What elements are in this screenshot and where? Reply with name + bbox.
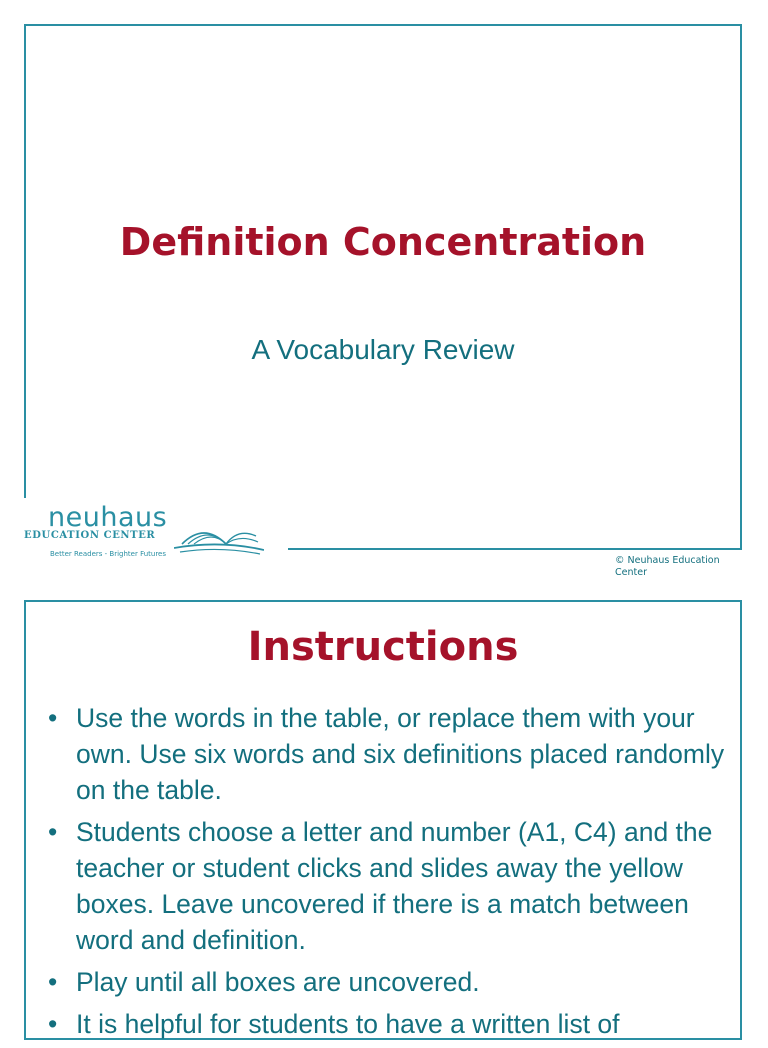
open-book-icon — [174, 514, 264, 558]
list-item — [44, 1006, 734, 1042]
slide-title-heading: Definition Concentration — [119, 220, 647, 264]
bullet-text: Students choose a letter and number (A1, C4) and the teacher or student clicks and slides away the yellow boxes. Leave uncovered if there is a match between word and definition. — [76, 817, 713, 955]
logo-tagline: Better Readers - Brighter Futures — [50, 550, 167, 558]
slide-title — [24, 24, 742, 550]
bullet-icon: • — [48, 703, 58, 733]
bullet-icon: • — [48, 817, 58, 847]
copyright-notice: © Neuhaus Education Center — [615, 555, 720, 578]
bullet-icon: • — [48, 1009, 58, 1039]
bullet-text: Use the words in the table, or replace them with your own. Use six words and six definitions placed randomly on the table. — [76, 703, 725, 805]
list-item — [44, 814, 734, 958]
instructions-list — [44, 700, 734, 1048]
bullet-icon: • — [48, 967, 58, 997]
bullet-text: Play until all boxes are uncovered. — [76, 967, 480, 997]
list-item — [44, 964, 734, 1000]
bullet-text: It is helpful for students to have a written list of — [76, 1009, 620, 1039]
logo-subname: EDUCATION CENTER — [24, 530, 156, 541]
slide-subtitle: A Vocabulary Review — [251, 334, 515, 365]
slide-instructions — [24, 600, 742, 1040]
instructions-heading: Instructions — [247, 624, 519, 670]
neuhaus-logo — [24, 500, 264, 564]
list-item — [44, 700, 734, 808]
logo-wordmark: neuhaus — [48, 502, 168, 533]
